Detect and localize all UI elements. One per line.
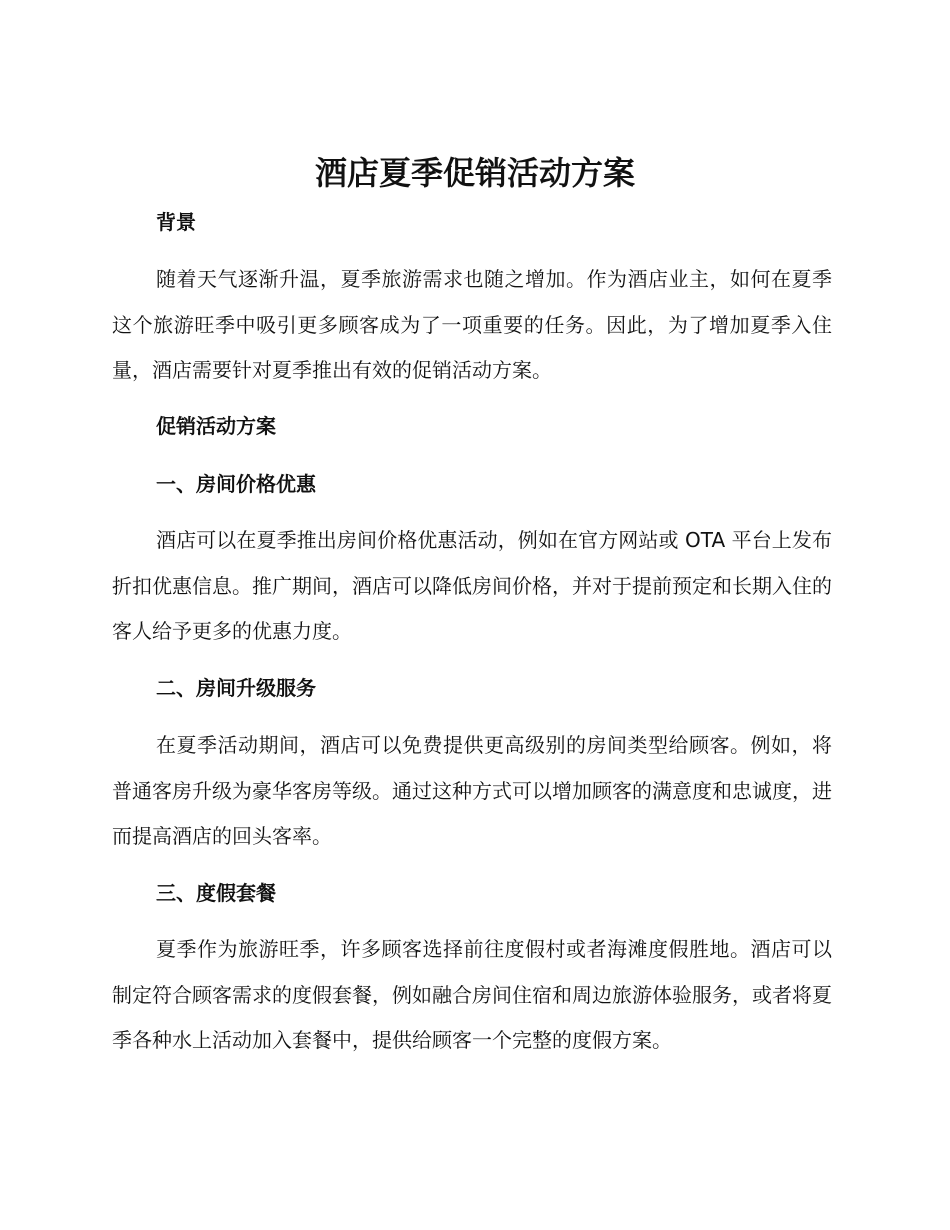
section-paragraph-vacation-package: 夏季作为旅游旺季，许多顾客选择前往度假村或者海滩度假胜地。酒店可以制定符合顾客需求的度假套餐，例如融合房间住宿和周边旅游体验服务，或者将夏季各种水上活动加入套餐中，提供给顾客一个完整的度假方案。 bbox=[112, 937, 832, 1052]
section-heading-promotion-plan: 促销活动方案 bbox=[156, 414, 276, 438]
document-title: 酒店夏季促销活动方案 bbox=[314, 154, 635, 192]
section-heading-room-price-discount: 一、房间价格优惠 bbox=[156, 472, 316, 496]
section-paragraph-background: 随着天气逐渐升温，夏季旅游需求也随之增加。作为酒店业主，如何在夏季这个旅游旺季中吸引更多顾客成为了一项重要的任务。因此，为了增加夏季入住量，酒店需要针对夏季推出有效的促销活动方案。 bbox=[112, 267, 832, 382]
section-heading-vacation-package: 三、度假套餐 bbox=[156, 881, 276, 905]
section-paragraph-room-price-discount: 酒店可以在夏季推出房间价格优惠活动，例如在官方网站或 OTA 平台上发布折扣优惠信息。推广期间，酒店可以降低房间价格，并对于提前预定和长期入住的客人给予更多的优惠力度。 bbox=[112, 528, 832, 643]
section-heading-room-upgrade: 二、房间升级服务 bbox=[156, 676, 316, 700]
section-heading-background: 背景 bbox=[156, 210, 196, 234]
section-paragraph-room-upgrade: 在夏季活动期间，酒店可以免费提供更高级别的房间类型给顾客。例如，将普通客房升级为豪华客房等级。通过这种方式可以增加顾客的满意度和忠诚度，进而提高酒店的回头客率。 bbox=[112, 733, 832, 848]
